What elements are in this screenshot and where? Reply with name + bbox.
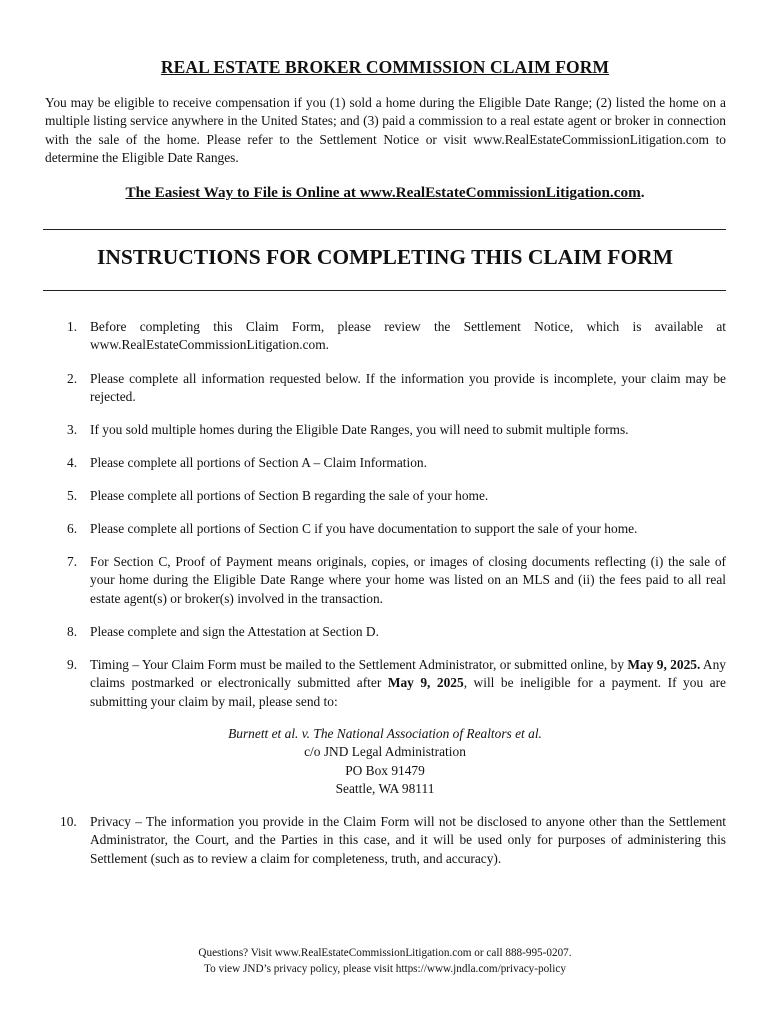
list-item-number: 10. (60, 814, 77, 829)
list-item-number: 5. (67, 488, 78, 503)
list-item-number: 1. (67, 319, 78, 334)
list-item-number: 9. (67, 657, 78, 672)
list-item-text: If you sold multiple homes during the Eligible Date Ranges, you will need to submit multiple forms. (90, 422, 629, 437)
list-item-text: Privacy – The information you provide in the Claim Form will not be disclosed to anyone other than the Settlement Administrator, the Court, and the Parties in this case, and it will be used only for purposes of administering this Settlement (such as to review a claim for completeness, truth, and accuracy). (90, 814, 726, 866)
timing-text-part2: Any claims postmarked or electronically submitted after (90, 657, 726, 691)
list-item-number: 2. (67, 371, 78, 386)
list-item-text: Please complete all portions of Section B regarding the sale of your home. (90, 488, 489, 503)
list-item-text: Please complete and sign the Attestation at Section D. (90, 624, 379, 639)
deadline-date: May 9, 2025 (387, 675, 464, 691)
list-item-text (90, 656, 726, 711)
footer-contact: Questions? Visit www.RealEstateCommissionLitigation.com or call 888-995-0207. (198, 947, 572, 959)
list-item-number: 4. (67, 455, 78, 470)
case-name: Burnett et al. v. The National Association of Realtors et al. (228, 726, 542, 741)
footer-privacy-policy: To view JND’s privacy policy, please visit https://www.jndla.com/privacy-policy (204, 962, 566, 975)
list-item-text: Please complete all portions of Section A – Claim Information. (90, 455, 427, 470)
divider-bottom (43, 290, 726, 291)
divider-top (43, 229, 726, 230)
deadline-date: May 9, 2025. (627, 657, 701, 672)
list-item-number: 7. (67, 554, 78, 569)
page-footer (0, 946, 770, 977)
list-item-text: Please complete all information requested below. If the information you provide is incomplete, your claim may be rejected. (90, 371, 726, 405)
address-line: Seattle, WA 98111 (335, 780, 435, 796)
online-filing-period: . (640, 184, 645, 201)
list-item-number: 6. (67, 521, 78, 536)
instructions-heading: INSTRUCTIONS FOR COMPLETING THIS CLAIM FORM (97, 245, 673, 269)
list-item-text: Before completing this Claim Form, please review the Settlement Notice, which is available at www.RealEstateCommissionLitigation.com. (90, 319, 726, 353)
address-line: PO Box 91479 (345, 762, 425, 778)
list-item-text: Please complete all portions of Section C if you have documentation to support the sale of your home. (90, 521, 638, 536)
online-filing-link: The Easiest Way to File is Online at www.RealEstateCommissionLitigation.com (125, 184, 641, 201)
timing-text-part3: , will be ineligible for a payment. If you are submitting your claim by mail, please send to: (90, 675, 726, 709)
list-item-text: For Section C, Proof of Payment means originals, copies, or images of closing documents reflecting (i) the sale of your home during the Eligible Date Range where your home was listed on an MLS and (ii) the fees paid to all real estate agent(s) or broker(s) involved in the transaction. (90, 554, 726, 606)
list-item-number: 8. (67, 624, 78, 639)
online-filing-note (0, 184, 770, 202)
mailing-address (0, 725, 770, 798)
address-line: c/o JND Legal Administration (304, 744, 466, 760)
eligibility-intro: You may be eligible to receive compensation if you (1) sold a home during the Eligible Date Range; (2) listed the home on a multiple listing service anywhere in the United States; and (3) paid a commission to a real estate agent or broker in connection with the sale of the home. Please refer to the Settlement Notice or visit www.RealEstateCommissionLitigation.com to determine the Eligible Date Ranges. (45, 95, 726, 165)
timing-text-part1: Timing – Your Claim Form must be mailed to the Settlement Administrator, or submitted online, by (90, 657, 628, 672)
form-title: REAL ESTATE BROKER COMMISSION CLAIM FORM (160, 57, 610, 77)
list-item-number: 3. (67, 422, 78, 437)
